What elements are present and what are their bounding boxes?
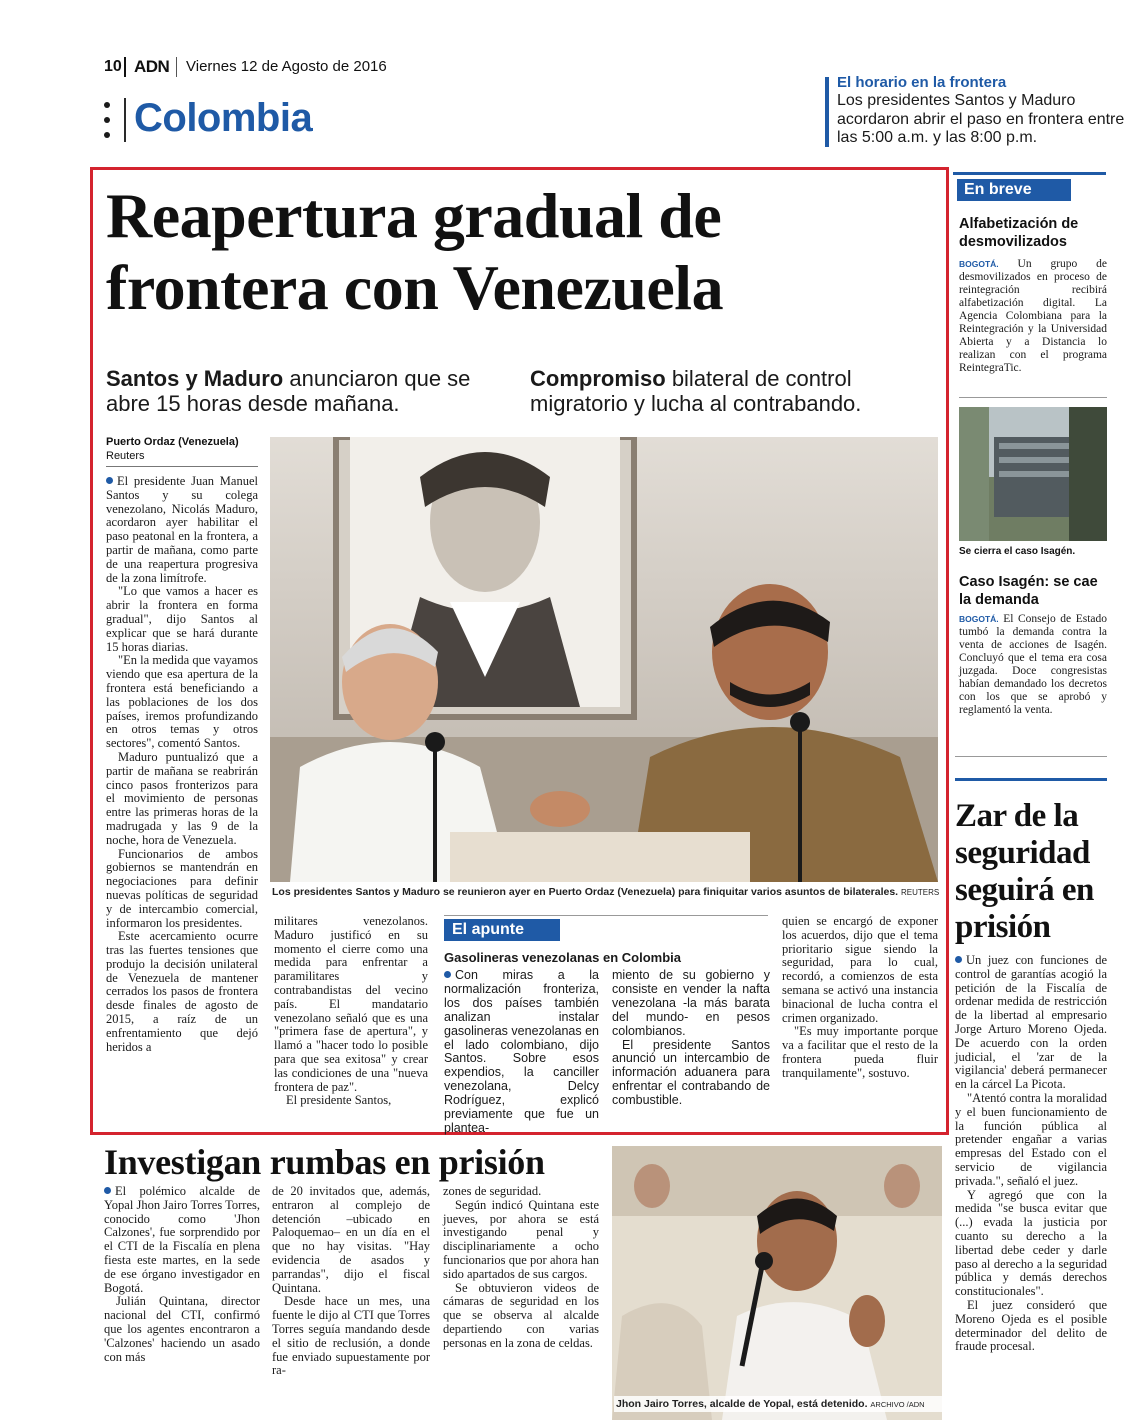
paragraph: militares venezolanos. Maduro justificó en su momento el cierre como una medida para enfrentar a paramilitares y contrabandistas del vecino país. El mandatario venezolano señaló que es una "primera fase de apertura", y llamó a "hacer todo lo posible para que sea exitosa" y crear las condiciones de una "nueva frontera de paz". xyxy=(274,914,428,1094)
deck-left-bold: Santos y Maduro xyxy=(106,366,284,391)
sidebar-divider xyxy=(959,397,1107,398)
deck-left xyxy=(106,366,506,416)
main-column-2 xyxy=(274,915,428,1108)
apunte-column-1 xyxy=(444,969,599,1136)
apunte-divider xyxy=(444,915,768,916)
header-divider xyxy=(176,57,177,77)
bullet-icon xyxy=(955,956,962,963)
paragraph: Según indicó Quintana este jueves, por ahora se está investigando penal y disciplinariamente a ocho funcionarios que por ahora han sido apartados de sus cargos. xyxy=(443,1197,599,1281)
bottom-headline: Investigan rumbas en prisión xyxy=(104,1142,545,1182)
byline-location: Puerto Ordaz (Venezuela) xyxy=(106,436,239,448)
paragraph: El presidente Juan Manuel Santos y su colega venezolano, Nicolás Maduro, acordaron ayer habilitar el paso peatonal en la frontera, a partir de mañana, como parte de una reapertura progresiva de la zona limítrofe. xyxy=(106,474,258,585)
byline-source: Reuters xyxy=(106,450,145,462)
apunte-title: Gasolineras venezolanas en Colombia xyxy=(444,950,681,965)
bottom-column-3 xyxy=(443,1185,599,1351)
photo-caption-text: Los presidentes Santos y Maduro se reunieron ayer en Puerto Ordaz (Venezuela) para finiquitar varios asuntos de bilaterales. xyxy=(272,886,899,898)
section-title: Colombia xyxy=(134,96,313,140)
zar-top-rule xyxy=(955,778,1107,781)
isagen-photo xyxy=(959,407,1107,541)
apunte-label: El apunte xyxy=(452,921,525,938)
paragraph: El juez consideró que Moreno Ojeda es el posible determinador del delito de fraude procesal. xyxy=(955,1297,1107,1354)
paragraph: Maduro puntualizó que a partir de mañana se reabrirán cinco pasos fronterizos para el movimiento de personas entre las primeras horas de la madrugada y las 9 de la noche, hora de Venezuela. xyxy=(106,749,258,847)
brief-1-location: BOGOTÁ. xyxy=(959,259,999,269)
main-column-3 xyxy=(782,915,938,1081)
torres-photo xyxy=(612,1146,942,1420)
paragraph: Este acercamiento ocurre tras las fuertes tensiones que produjo la decisión unilateral de Venezuela de mantener cerrados los pasos de frontera desde finales de agosto de 2015, a raíz de un enfrentamiento que dejó heridos a xyxy=(106,929,258,1054)
paragraph: Con miras a la normalización fronteriza, los dos países también analizan instalar gasolineras venezolanas en el lado colombiano, dijo Santos. Sobre esos expendios, la canciller venezolana, Delcy Rodríguez, explicó previamente que fue un plantea- xyxy=(444,968,599,1135)
paragraph: Julián Quintana, director nacional del CTI, confirmó que los agentes encontraron a 'Calzones' haciendo un asado con más xyxy=(104,1294,260,1364)
brief-2-title: Caso Isagén: se cae la demanda xyxy=(959,574,1098,608)
paragraph: "Atentó contra la moralidad y el buen funcionamiento de la función pública al pretender engañar a varias empresas del Estado con el servicio de vigilancia privada.", señaló el juez. xyxy=(955,1090,1107,1188)
brief-2-location: BOGOTÁ. xyxy=(959,614,999,624)
paragraph: El presidente Santos, xyxy=(286,1093,392,1108)
paragraph: Funcionarios de ambos gobiernos se mantendrán en negociaciones para definir nuevas políticas de seguridad y de intercambio comercial, informaron los presidentes. xyxy=(106,846,258,930)
bottom-column-1 xyxy=(104,1185,260,1364)
torres-photo-caption xyxy=(614,1396,944,1412)
paragraph: "Es muy importante porque va a facilitar que el resto de la frontera pueda fluir tranquilamente", sostuvo. xyxy=(782,1024,938,1080)
brief-title: El horario en la frontera xyxy=(837,74,1007,91)
deck-right-text: bilateral de control migratorio y lucha al contrabando. xyxy=(530,366,862,416)
paragraph: Y agregó que con la medida "se busca evitar que (...) evada la justicia por cuanto su derecho a la libertad debe ceder y darle paso al derecho a la seguridad pública y demás derechos constitucionales". xyxy=(955,1187,1107,1299)
bottom-column-2 xyxy=(272,1185,430,1378)
torres-photo-credit: ARCHIVO /ADN xyxy=(870,1400,925,1409)
paragraph: El polémico alcalde de Yopal Jhon Jairo Torres Torres, conocido como 'Jhon Calzones', fue sorprendido por el CTI de la Fiscalía en plena fiesta este martes, en la sede de ese órgano investigador en Bogotá. xyxy=(104,1184,260,1295)
photo-credit: REUTERS xyxy=(901,888,940,897)
handshake-photo xyxy=(270,437,938,882)
zar-headline: Zar de la seguridad seguirá en prisión xyxy=(955,798,1094,945)
paragraph: El presidente Santos anunció un intercambio de información aduanera para enfrentar el contrabando de combustible. xyxy=(612,1037,770,1108)
paragraph: Se obtuvieron videos de cámaras de seguridad en los que se observa al alcalde departiendo con varias personas en la zona de celdas. xyxy=(443,1280,599,1350)
page-number: 10 xyxy=(104,58,122,75)
section-dots-icon xyxy=(104,102,112,138)
sidebar-badge-label: En breve xyxy=(964,181,1032,198)
paragraph: Desde hace un mes, una fuente le dijo al CTI que Torres Torres seguía mandando desde el sitio de reclusión, a donde fue enviado supuestamente por ra- xyxy=(272,1294,430,1378)
brief-1-title: Alfabetización de desmovilizados xyxy=(959,216,1079,250)
deck-left-text: anunciaron que se abre 15 horas desde mañana. xyxy=(106,366,471,416)
brief-2-text xyxy=(959,613,1107,717)
deck-right xyxy=(530,366,930,416)
brief-1-body: Un grupo de desmovilizados en proceso de reintegración recibirá alfabetización digital. La Agencia Colombiana para la Reintegración y la Universidad Abierta y a Distancia lo realizan con el programa ReintegraTic. xyxy=(959,258,1107,374)
brief-1-text xyxy=(959,258,1107,375)
issue-date: Viernes 12 de Agosto de 2016 xyxy=(186,58,387,75)
isagen-photo-caption: Se cierra el caso Isagén. xyxy=(959,546,1076,557)
speaker-photo xyxy=(612,1146,942,1420)
torres-photo-caption-text: Jhon Jairo Torres, alcalde de Yopal, está detenido. xyxy=(616,1398,868,1410)
brief-text: Los presidentes Santos y Maduro acordaron abrir el paso en frontera entre las 5:00 a.m. y las 8:00 p.m. xyxy=(837,92,1125,146)
byline-divider xyxy=(106,466,258,467)
paragraph: miento de su gobierno y consiste en vender la nafta venezolana -la más barata del mundo- en pesos colombianos. xyxy=(612,968,770,1038)
building-photo xyxy=(959,407,1107,541)
brief-2-body: El Consejo de Estado tumbó la demanda contra la venta de acciones de Isagén. Concluyó que el tema era cosa juzgada. Doce congresistas habían demandado los decretos con los que se aprobó y reglamentó la venta. xyxy=(959,613,1107,716)
bullet-icon xyxy=(106,477,113,484)
section-divider xyxy=(124,98,126,142)
deck-right-bold: Compromiso xyxy=(530,366,666,391)
apunte-column-2 xyxy=(612,969,770,1108)
brand-logo: ADN xyxy=(134,57,170,76)
photo-caption xyxy=(272,886,942,898)
brief-accent-bar xyxy=(825,77,829,147)
paragraph: zones de seguridad. xyxy=(443,1184,542,1198)
main-photo xyxy=(270,437,938,882)
zar-column xyxy=(955,954,1107,1354)
paragraph: "En la medida que vayamos viendo que esa apertura de la frontera está beneficiando a las poblaciones de los dos países, iremos profundizando en otros temas y otros sectores", comentó Santos. xyxy=(106,653,258,751)
paragraph: "Lo que vamos a hacer es abrir la frontera en forma gradual", dijo Santos al explicar que se hará durante 15 horas diarias. xyxy=(106,584,258,654)
paragraph: de 20 invitados que, además, entraron al complejo de detención –ubicado en Paloquemao– en un día en el que no hay visitas. "Hay evidencia de asados y parrandas", dijo el fiscal Quintana. xyxy=(272,1184,430,1295)
paragraph: quien se encargó de exponer los acuerdos, dijo que el tema prioritario sigue siendo la seguridad, para lo cual, recordó, a comienzos de esta semana se activó una instancia binacional de lucha contra el crimen organizado. xyxy=(782,914,938,1025)
sidebar-divider xyxy=(955,756,1107,757)
main-headline: Reapertura gradual de frontera con Venezuela xyxy=(106,180,724,323)
bullet-icon xyxy=(444,971,451,978)
header-divider xyxy=(124,57,126,77)
paragraph: Un juez con funciones de control de garantías acogió la petición de la Fiscalía de ordenar medida de restricción de la libertad al empresario Jorge Arturo Moreno Ojeda. De acuerdo con la orden judicial, el 'zar de la vigilancia' deberá permanecer en la cárcel La Picota. xyxy=(955,953,1107,1092)
main-column-1 xyxy=(106,475,258,1054)
bullet-icon xyxy=(104,1187,111,1194)
